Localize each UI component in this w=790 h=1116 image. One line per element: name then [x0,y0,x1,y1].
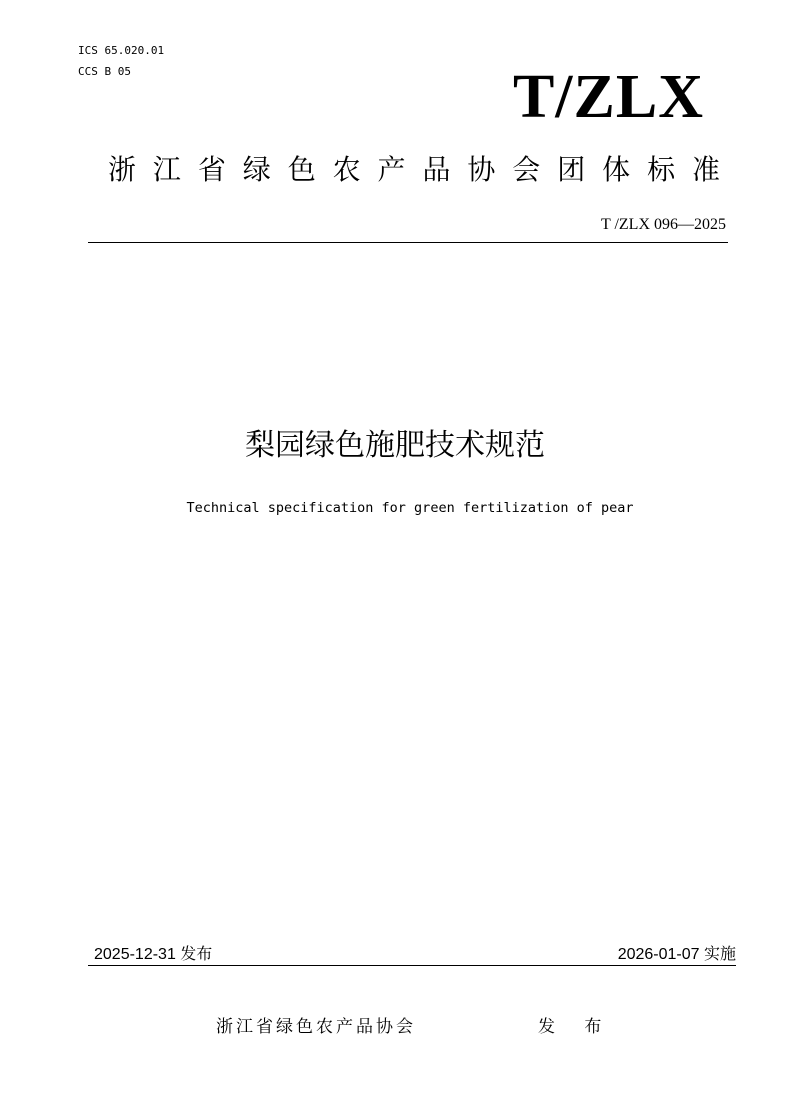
publish-date: 2025-12-31 发布 [94,946,213,963]
standard-code-mark: T/ZLX [512,63,704,131]
header-divider [88,242,728,243]
ccs-code: CCS B 05 [78,65,131,78]
heading-char: 协 [467,153,496,186]
implementation-date: 2026-01-07 实施 [617,946,736,963]
heading-char: 省 [197,153,226,186]
ics-code: ICS 65.020.01 [78,44,165,57]
heading-char: 绿 [242,153,271,186]
heading-char: 品 [422,153,451,186]
heading-char: 标 [647,153,676,186]
heading-char: 准 [691,153,720,186]
publisher-name: 浙江省绿色农产品协会 [216,1017,416,1037]
heading-char: 江 [152,153,181,186]
heading-char: 产 [377,153,406,186]
heading-char: 农 [332,153,361,186]
footer-divider [88,965,736,966]
heading-char: 体 [602,153,631,186]
publish-label: 发 布 [538,1017,614,1037]
classification-codes [78,40,164,82]
document-title-chinese: 梨园绿色施肥技术规范 [245,428,545,463]
organization-standard-heading [108,150,720,190]
heading-char: 会 [512,153,541,186]
standard-number: T /ZLX 096—2025 [600,216,726,233]
heading-char: 色 [287,153,316,186]
heading-char: 团 [557,153,586,186]
heading-char: 浙 [108,153,137,186]
document-title-english: Technical specification for green fertilization of pear [186,500,634,516]
